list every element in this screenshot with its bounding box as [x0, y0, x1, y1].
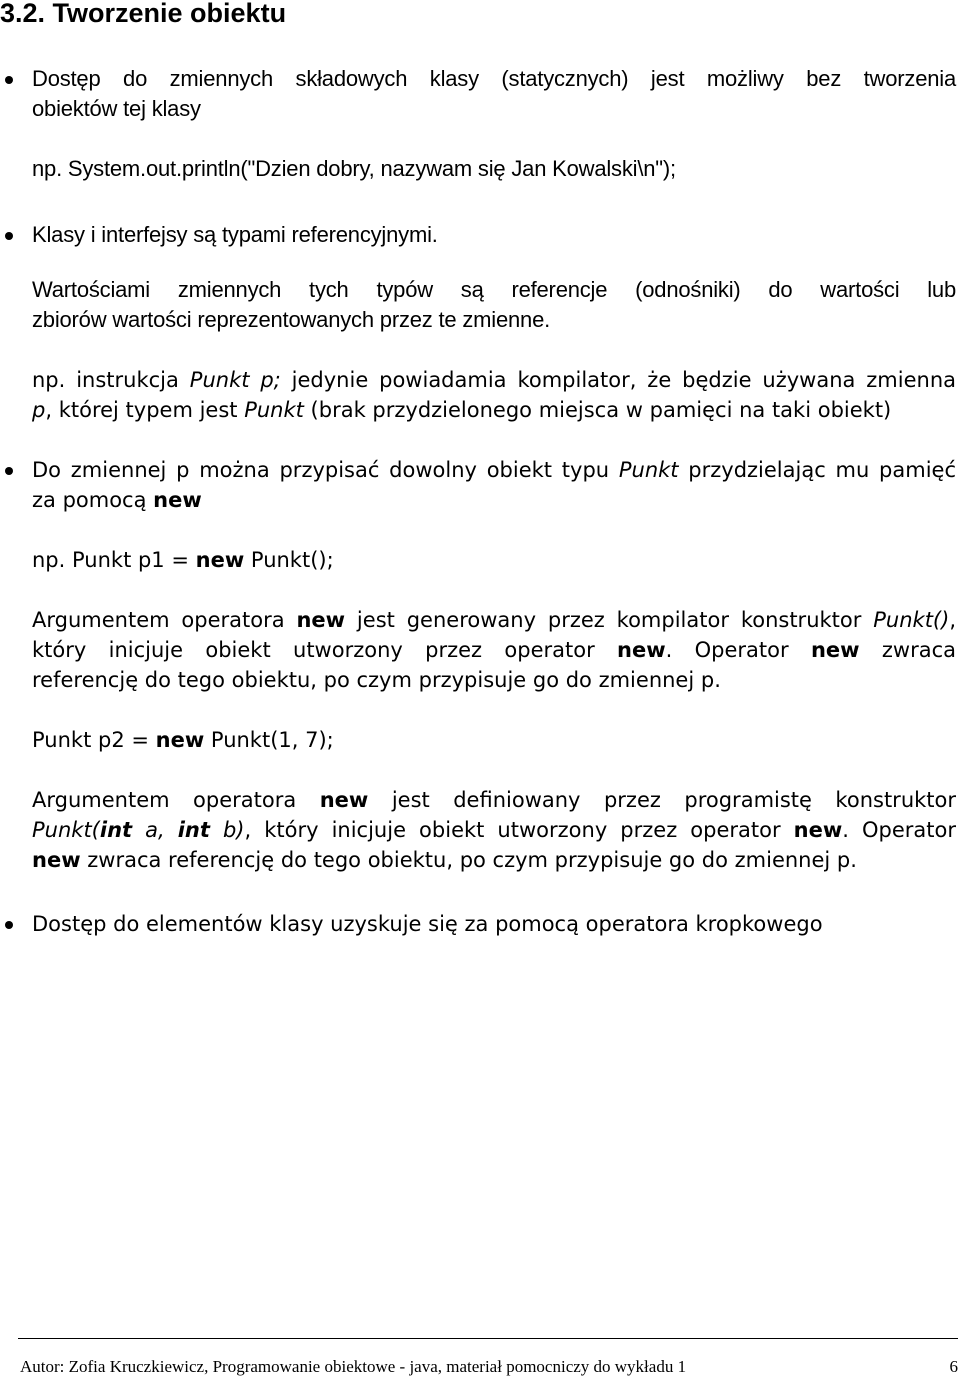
footer-author: Autor: Zofia Kruczkiewicz, Programowanie obiektowe - java, materiał pomocniczy do wykładu 1 [20, 1357, 687, 1376]
code-example: np. Punkt p1 = new Punkt(); [32, 548, 334, 572]
bullet-text-cont: obiektów tej klasy [32, 96, 201, 121]
paragraph-line: referencję do tego obiektu, po czym przypisuje go do zmiennej p. [32, 668, 721, 692]
page-number: 6 [949, 1357, 958, 1376]
paragraph-line: p, której typem jest Punkt (brak przydzielonego miejsca w pamięci na taki obiekt) [32, 398, 892, 422]
paragraph-line: Wartościami zmiennych tych typów są referencje (odnośniki) do wartości lub [32, 277, 956, 302]
code-example: Punkt p2 = new Punkt(1, 7); [32, 728, 334, 752]
paragraph-line: który inicjuje obiekt utworzony przez operator new. Operator new zwraca [32, 638, 956, 662]
bullet-icon [5, 76, 13, 84]
bullet-text-cont: za pomocą new [32, 488, 202, 512]
bullet-text: Klasy i interfejsy są typami referencyjnymi. [32, 222, 438, 247]
paragraph-line: Punkt(int a, int b), który inicjuje obiekt utworzony przez operator new. Operator [32, 818, 956, 842]
paragraph-line: Argumentem operatora new jest definiowany przez programistę konstruktor [32, 788, 957, 812]
code-example: np. System.out.println("Dzien dobry, nazywam się Jan Kowalski\n"); [32, 156, 676, 181]
paragraph-line: np. instrukcja Punkt p; jedynie powiadamia kompilator, że będzie używana zmienna [32, 368, 956, 392]
bullet-text: Do zmiennej p można przypisać dowolny obiekt typu Punkt przydzielając mu pamięć [32, 458, 956, 482]
footer-divider [18, 1338, 958, 1339]
bullet-icon [5, 467, 13, 475]
paragraph-line: zbiorów wartości reprezentowanych przez te zmienne. [32, 307, 551, 332]
bullet-icon [5, 921, 13, 929]
paragraph-line: new zwraca referencję do tego obiektu, po czym przypisuje go do zmiennej p. [32, 848, 857, 872]
bullet-text: Dostęp do elementów klasy uzyskuje się za pomocą operatora kropkowego [32, 912, 823, 936]
paragraph-line: Argumentem operatora new jest generowany przez kompilator konstruktor Punkt(), [32, 608, 957, 632]
bullet-icon [5, 232, 13, 240]
bullet-text: Dostęp do zmiennych składowych klasy (statycznych) jest możliwy bez tworzenia [32, 66, 956, 91]
page-title: 3.2. Tworzenie obiektu [0, 0, 287, 28]
